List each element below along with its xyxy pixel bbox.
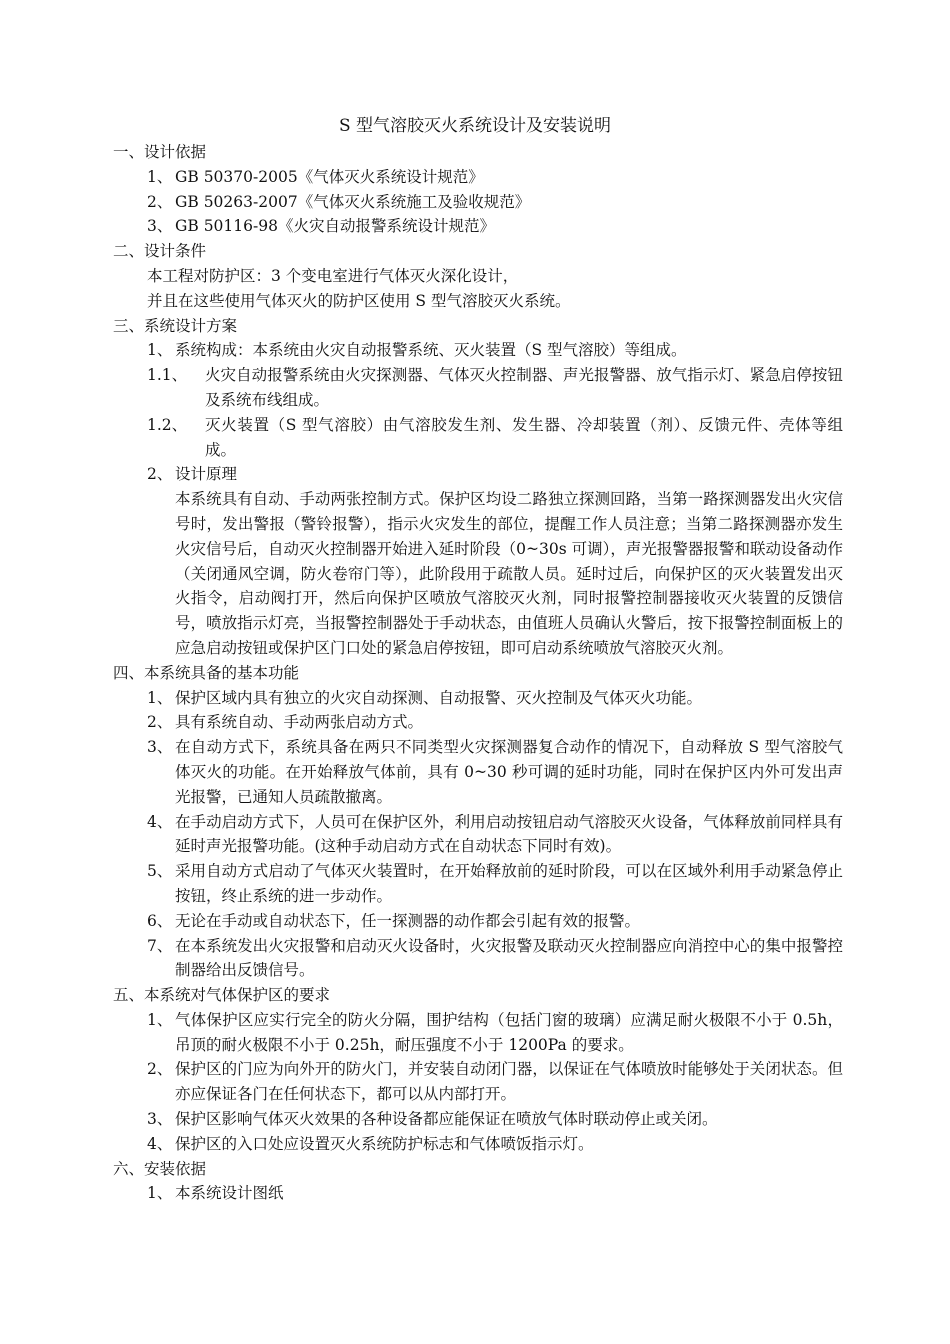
list-item <box>113 859 843 909</box>
list-item-text: 无论在手动或自动状态下，任一探测器的动作都会引起有效的报警。 <box>175 911 641 930</box>
document-title: S 型气溶胶灭火系统设计及安装说明 <box>338 116 612 136</box>
list-item-number: 1、 <box>147 1010 173 1029</box>
list-item-text: 灭火装置（S 型气溶胶）由气溶胶发生剂、发生器、冷却装置（剂）、反馈元件、壳体等组成。 <box>205 415 843 459</box>
list-item <box>113 338 843 363</box>
document-body <box>113 140 843 1206</box>
list-item-text: 系统构成：本系统由火灾自动报警系统、灭火装置（S 型气溶胶）等组成。 <box>175 341 687 360</box>
list-item <box>113 710 843 735</box>
list-item <box>113 413 843 463</box>
list-item-text: 保护区的门应为向外开的防火门，并安装自动闭门器，以保证在气体喷放时能够处于关闭状态。但亦应保证各门在任何状态下，都可以从内部打开。 <box>175 1060 843 1104</box>
list-item-number: 2、 <box>147 1060 173 1079</box>
list-item-number: 1.2、 <box>147 415 188 434</box>
list-item-number: 1、 <box>147 688 173 707</box>
list-item-text: 设计原理 <box>175 465 238 484</box>
list-item-number: 3、 <box>147 738 173 757</box>
list-item-text: 在本系统发出火灾报警和启动灭火设备时，火灾报警及联动灭火控制器应向消控中心的集中报警控制器给出反馈信号。 <box>175 936 843 980</box>
list-item <box>113 363 843 413</box>
section-heading-system-design: 三、系统设计方案 <box>113 316 238 335</box>
list-item-text: 气体保护区应实行完全的防火分隔，围护结构（包括门窗的玻璃）应满足耐火极限不小于 0.5h，吊顶的耐火极限不小于 0.25h，耐压强度不小于 1200Pa 的要求。 <box>175 1010 843 1054</box>
list-item <box>113 909 843 934</box>
list-item <box>113 1057 843 1107</box>
list-item-number: 2、 <box>147 465 173 484</box>
list-item <box>113 462 843 487</box>
list-item <box>113 1107 843 1132</box>
list-item-number: 3、 <box>147 1110 173 1129</box>
list-item-number: 7、 <box>147 936 173 955</box>
section-heading-installation-basis: 六、安装依据 <box>113 1159 207 1178</box>
list-item <box>113 214 843 239</box>
list-item-text: 火灾自动报警系统由火灾探测器、气体灭火控制器、声光报警器、放气指示灯、紧急启停按钮及系统布线组成。 <box>205 366 843 409</box>
list-item-number: 5、 <box>147 862 173 881</box>
design-principle-paragraph: 本系统具有自动、手动两张控制方式。保护区均设二路独立探测回路，当第一路探测器发出火灾信号时，发出警报（警铃报警），指示火灾发生的部位，提醒工作人员注意；当第二路探测器亦发生火灾信号后，自动灭火控制器开始进入延时阶段（0~30s 可调），声光报警器报警和联动设备动作（关闭通风空调，防火卷帘门等），此阶段用于疏散人员。延时过后，向保护区的灭火装置发出灭火指令，启动阀打开，然后向保护区喷放气溶胶灭火剂，同时报警控制器接收灭火装置的反馈信号，喷放指示灯亮，当报警控制器处于手动状态，由值班人员确认火警后，按下报警控制面板上的应急启动按钮或保护区门口处的紧急启停按钮，即可启动系统喷放气溶胶灭火剂。 <box>175 490 843 657</box>
list-item-number: 1、 <box>147 1184 173 1203</box>
section-heading-protection-zone-requirements: 五、本系统对气体保护区的要求 <box>113 986 331 1005</box>
list-item <box>113 1181 843 1206</box>
list-item-number: 1、 <box>147 167 173 186</box>
list-item <box>113 735 843 809</box>
paragraph-line: 并且在这些使用气体灭火的防护区使用 S 型气溶胶灭火系统。 <box>147 291 571 310</box>
list-item <box>113 190 843 215</box>
list-item <box>113 934 843 984</box>
section-heading-design-basis: 一、设计依据 <box>113 143 207 161</box>
list-item-number: 3、 <box>147 217 173 236</box>
list-item-text: 本系统设计图纸 <box>175 1184 284 1203</box>
list-item-text: 采用自动方式启动了气体灭火装置时，在开始释放前的延时阶段，可以在区域外利用手动紧急停止按钮，终止系统的进一步动作。 <box>175 862 843 905</box>
list-item <box>113 810 843 860</box>
list-item-text: 在手动启动方式下，人员可在保护区外，利用启动按钮启动气溶胶灭火设备，气体释放前同样具有延时声光报警功能。(这种手动启动方式在自动状态下同时有效)。 <box>175 812 843 856</box>
list-item-number: 2、 <box>147 192 173 211</box>
list-item <box>113 165 843 190</box>
list-item-number: 4、 <box>147 1134 173 1153</box>
list-item-number: 1.1、 <box>147 366 188 385</box>
list-item-text: GB 50370-2005《气体灭火系统设计规范》 <box>175 167 484 186</box>
section-heading-basic-functions: 四、本系统具备的基本功能 <box>113 663 300 682</box>
list-item <box>113 1008 843 1058</box>
list-item-number: 6、 <box>147 911 173 930</box>
list-item-number: 2、 <box>147 713 173 732</box>
section-heading-design-conditions: 二、设计条件 <box>113 242 207 261</box>
list-item <box>113 686 843 711</box>
list-item-text: 具有系统自动、手动两张启动方式。 <box>175 713 424 732</box>
paragraph-line: 本工程对防护区：3 个变电室进行气体灭火深化设计， <box>147 266 519 285</box>
list-item-number: 1、 <box>147 341 173 360</box>
list-item-text: 在自动方式下，系统具备在两只不同类型火灾探测器复合动作的情况下，自动释放 S 型气溶胶气体灭火的功能。在开始释放气体前，具有 0~30 秒可调的延时功能，同时在保护区内外可发出声光报警，已通知人员疏散撤离。 <box>175 738 843 806</box>
list-item-text: GB 50263-2007《气体灭火系统施工及验收规范》 <box>175 192 531 211</box>
list-item <box>113 1132 843 1157</box>
list-item-number: 4、 <box>147 812 173 831</box>
list-item-text: 保护区域内具有独立的火灾自动探测、自动报警、灭火控制及气体灭火功能。 <box>175 688 703 707</box>
list-item-text: GB 50116-98《火灾自动报警系统设计规范》 <box>175 217 495 236</box>
list-item-text: 保护区的入口处应设置灭火系统防护标志和气体喷饭指示灯。 <box>175 1134 594 1153</box>
list-item-text: 保护区影响气体灭火效果的各种设备都应能保证在喷放气体时联动停止或关闭。 <box>175 1110 718 1129</box>
